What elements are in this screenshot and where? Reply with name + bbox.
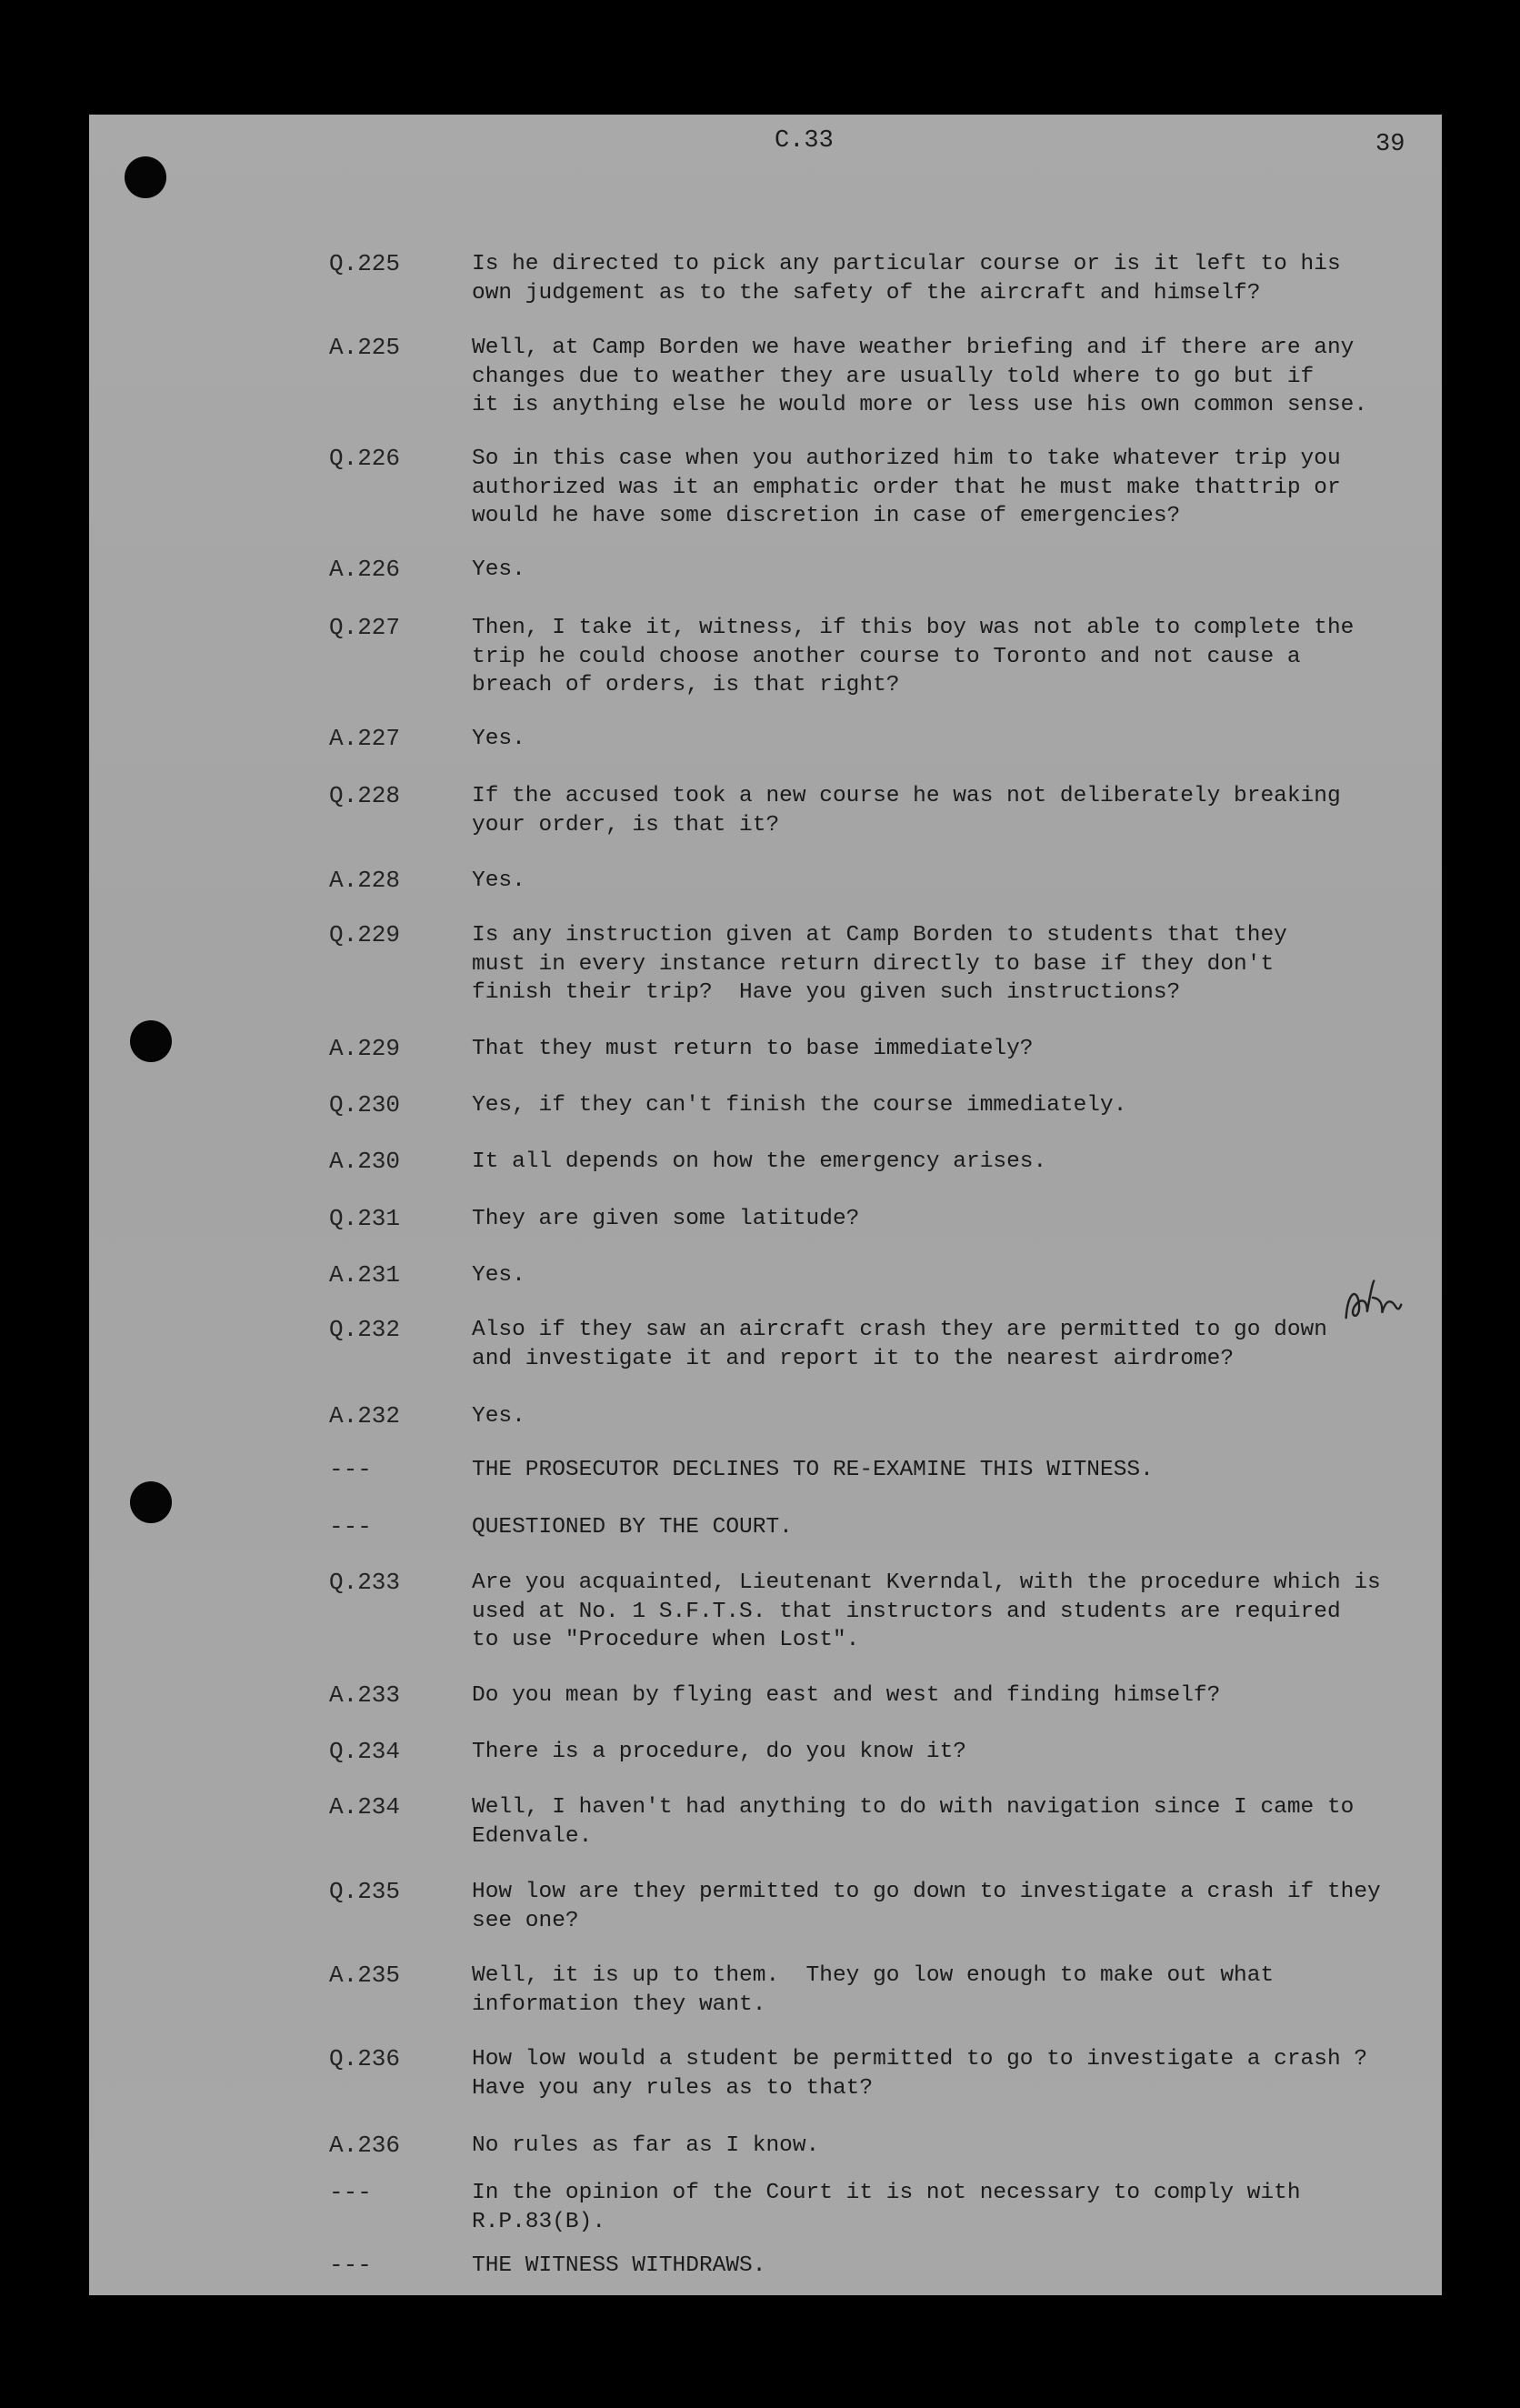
entry-label: Q.233: [329, 1569, 401, 1596]
punch-hole-top: [125, 156, 166, 198]
entry-label: A.226: [329, 556, 401, 583]
entry-text: Yes.: [472, 557, 525, 582]
entry-text: Well, it is up to them. They go low enough to make out what information they want.: [472, 1963, 1275, 2017]
entry-label: Q.229: [329, 921, 401, 948]
entry-text: So in this case when you authorized him to take whatever trip you authorized was it an emphatic order that he must make thattrip or would he have some discretion in case of emergencies?: [472, 446, 1341, 528]
page-reference: C.33: [775, 127, 834, 155]
entry-text: It all depends on how the emergency arises.: [472, 1149, 1047, 1174]
entry-label: Q.230: [329, 1091, 401, 1119]
entry-text: They are given some latitude?: [472, 1207, 860, 1231]
entry-text: Then, I take it, witness, if this boy was not able to complete the trip he could choose another course to Toronto and not cause a breach of orders, is that right?: [472, 616, 1355, 697]
entry-label: A.235: [329, 1962, 401, 1989]
entry-label: A.225: [329, 334, 401, 361]
entry-label: A.229: [329, 1035, 401, 1062]
entry-label: ---: [329, 2252, 372, 2279]
entry-label: A.230: [329, 1148, 401, 1175]
entry-label: ---: [329, 1456, 372, 1483]
entry-label: Q.225: [329, 250, 401, 277]
entry-text: Is any instruction given at Camp Borden to students that they must in every instance return directly to base if they don't finish their trip? Have you given such instructions?: [472, 923, 1287, 1005]
entry-text: How low would a student be permitted to go to investigate a crash ? Have you any rules as to that?: [472, 2047, 1368, 2101]
entry-label: Q.236: [329, 2045, 401, 2072]
entry-label: A.228: [329, 867, 401, 894]
entry-label: Q.227: [329, 614, 401, 641]
entry-text: No rules as far as I know.: [472, 2133, 820, 2158]
entry-text: In the opinion of the Court it is not necessary to comply with R.P.83(B).: [472, 2181, 1301, 2234]
entry-label: Q.232: [329, 1316, 401, 1343]
entry-label: A.231: [329, 1261, 401, 1289]
entry-text: That they must return to base immediately?: [472, 1037, 1034, 1061]
entry-text: How low are they permitted to go down to investigate a crash if they see one?: [472, 1880, 1381, 1933]
entry-label: Q.235: [329, 1878, 401, 1905]
entry-text: There is a procedure, do you know it?: [472, 1740, 966, 1764]
entry-label: Q.231: [329, 1205, 401, 1232]
entry-text: Also if they saw an aircraft crash they are permitted to go down and investigate it and report it to the nearest airdrome?: [472, 1318, 1327, 1371]
punch-hole-middle: [130, 1020, 172, 1062]
entry-text: Yes, if they can't finish the course immediately.: [472, 1093, 1127, 1118]
entry-text: Yes.: [472, 727, 525, 751]
entry-label: Q.226: [329, 445, 401, 472]
entry-text: Well, at Camp Borden we have weather briefing and if there are any changes due to weather they are usually told where to go but if it is anything else he would more or less use his own common sense.: [472, 336, 1368, 417]
entry-label: A.234: [329, 1793, 401, 1821]
entry-text: QUESTIONED BY THE COURT.: [472, 1515, 793, 1540]
entry-text: Do you mean by flying east and west and finding himself?: [472, 1683, 1221, 1708]
entry-label: Q.228: [329, 782, 401, 809]
entry-text: Are you acquainted, Lieutenant Kverndal, with the procedure which is used at No. 1 S.F.T.S. that instructors and students are required to use "Procedure when Lost".: [472, 1570, 1381, 1652]
entry-label: ---: [329, 2179, 372, 2206]
entry-text: Yes.: [472, 1263, 525, 1288]
entry-text: If the accused took a new course he was not deliberately breaking your order, is that it?: [472, 784, 1341, 838]
page-number: 39: [1375, 131, 1405, 158]
punch-hole-bottom: [130, 1481, 172, 1523]
entry-text: Yes.: [472, 868, 525, 893]
entry-label: ---: [329, 1513, 372, 1540]
entry-label: A.236: [329, 2132, 401, 2159]
entry-text: Yes.: [472, 1404, 525, 1429]
entry-label: A.227: [329, 725, 401, 752]
entry-text: Is he directed to pick any particular course or is it left to his own judgement as to the safety of the aircraft and himself?: [472, 252, 1341, 306]
entry-text: THE PROSECUTOR DECLINES TO RE-EXAMINE THIS WITNESS.: [472, 1458, 1154, 1482]
entry-label: A.233: [329, 1681, 401, 1709]
initials-scribble-icon: [1337, 1273, 1406, 1327]
handwritten-initials-signature: [1337, 1273, 1408, 1336]
entry-label: A.232: [329, 1402, 401, 1430]
entry-text: THE WITNESS WITHDRAWS.: [472, 2253, 766, 2278]
entry-text: Well, I haven't had anything to do with navigation since I came to Edenvale.: [472, 1795, 1355, 1849]
entry-label: Q.234: [329, 1738, 401, 1765]
